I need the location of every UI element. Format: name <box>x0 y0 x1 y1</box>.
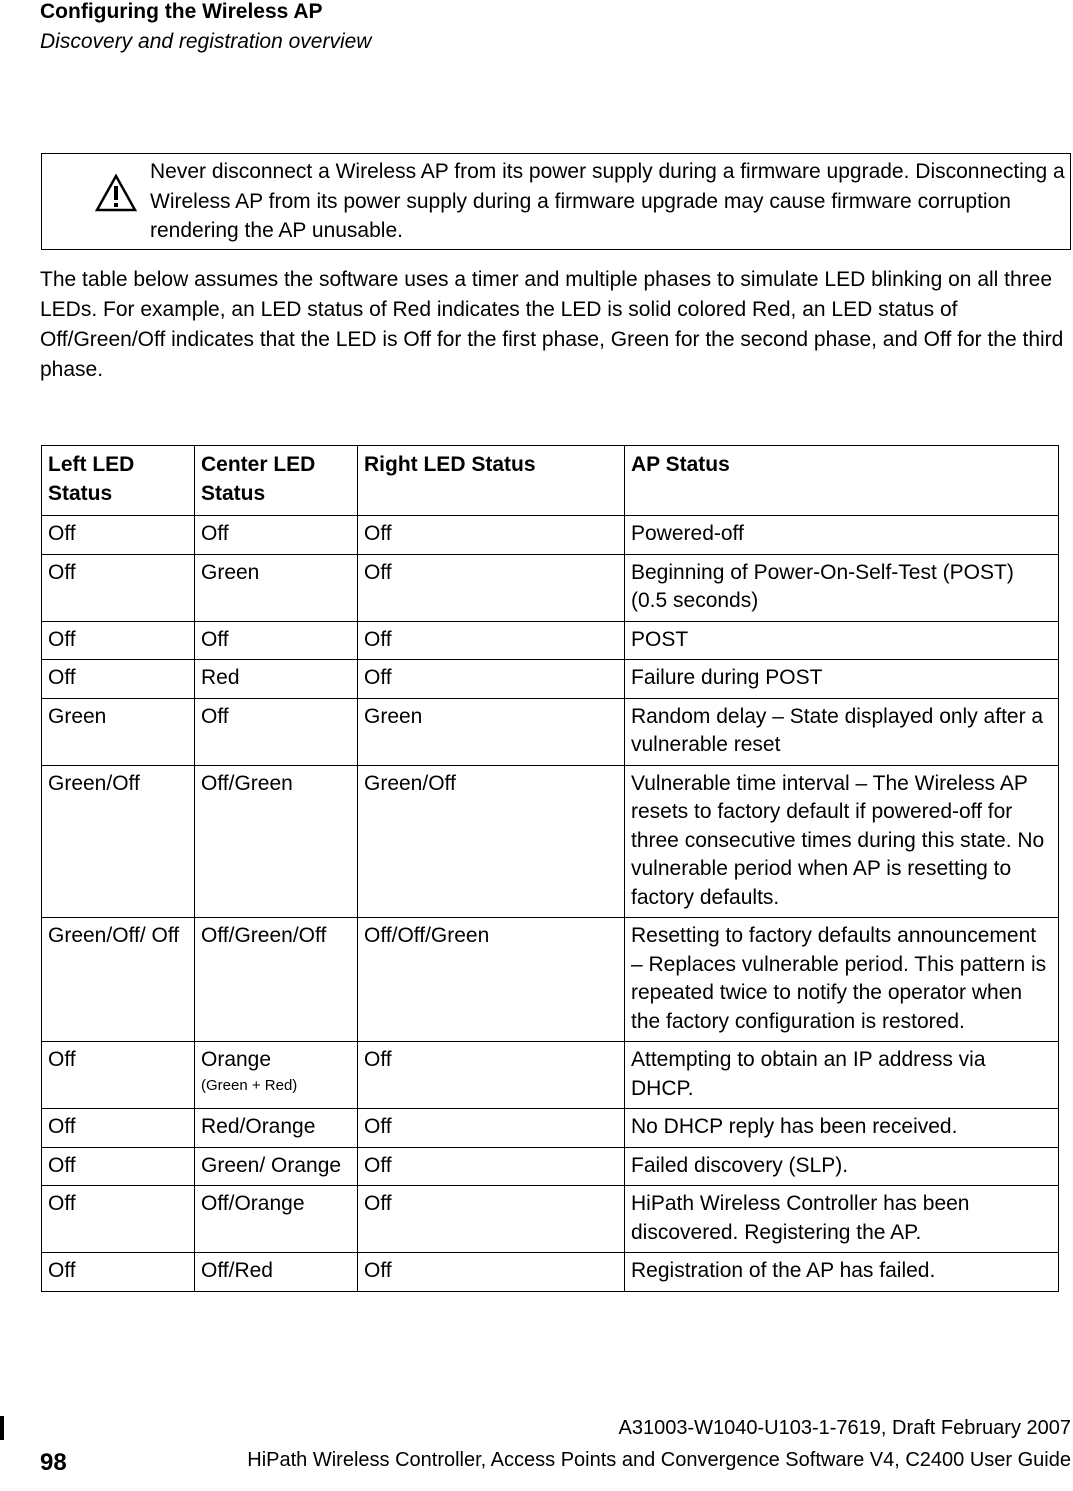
header-center-led: Center LED Status <box>195 446 358 516</box>
right-led-cell-text: Green <box>364 704 423 728</box>
center-led-cell-text: Red <box>201 666 240 689</box>
right-led-cell <box>358 1147 625 1186</box>
right-led-cell <box>358 1042 625 1109</box>
ap-status-cell <box>625 1147 1059 1186</box>
ap-status-cell <box>625 765 1059 918</box>
right-led-cell <box>358 1186 625 1253</box>
ap-status-cell-text: Registration of the AP has failed. <box>631 1259 936 1282</box>
center-led-cell <box>195 1147 358 1186</box>
ap-status-cell <box>625 554 1059 621</box>
left-led-cell-text: Off <box>48 627 76 651</box>
left-led-cell-text: Off <box>48 666 76 689</box>
right-led-cell-text: Off <box>364 1048 392 1071</box>
table-row <box>42 1109 1059 1148</box>
ap-status-cell-text: Attempting to obtain an IP address via DHCP. <box>631 1048 986 1100</box>
center-led-cell <box>195 698 358 765</box>
left-led-cell <box>42 1253 195 1292</box>
ap-status-cell-text: Beginning of Power-On-Self-Test (POST) (0.5 seconds) <box>631 560 1014 612</box>
right-led-cell-text: Off <box>364 560 392 584</box>
center-led-cell-text: Off/Orange <box>201 1192 305 1215</box>
center-led-cell <box>195 1186 358 1253</box>
center-led-cell <box>195 554 358 621</box>
table-row <box>42 698 1059 765</box>
table-row <box>42 554 1059 621</box>
ap-status-cell-text: Random delay – State displayed only after a vulnerable reset <box>631 704 1044 756</box>
right-led-cell <box>358 698 625 765</box>
ap-status-cell-text: Vulnerable time interval – The Wireless AP resets to factory default if powered-off for three consecutive times during this state. No vulnerable period when AP is resetting to factory defaults. <box>631 771 1045 909</box>
left-led-cell-text: Off <box>48 522 76 545</box>
left-led-cell <box>42 554 195 621</box>
left-led-cell <box>42 1186 195 1253</box>
left-led-cell <box>42 621 195 660</box>
table-header-row <box>42 446 1059 516</box>
header-right-led: Right LED Status <box>358 446 625 516</box>
left-led-cell <box>42 1109 195 1148</box>
guide-title: HiPath Wireless Controller, Access Points and Convergence Software V4, C2400 User Guide <box>247 1449 1071 1471</box>
right-led-cell <box>358 554 625 621</box>
document-id: A31003-W1040-U103-1-7619, Draft February 2007 <box>618 1417 1071 1439</box>
right-led-cell <box>358 1109 625 1148</box>
table-row <box>42 1147 1059 1186</box>
table-row <box>42 660 1059 699</box>
left-led-cell-text: Off <box>48 1048 76 1071</box>
left-led-cell-text: Off <box>48 1115 76 1138</box>
left-led-cell <box>42 1042 195 1109</box>
right-led-cell-text: Off <box>364 1259 392 1282</box>
ap-status-cell <box>625 1109 1059 1148</box>
ap-status-cell <box>625 1042 1059 1109</box>
change-bar <box>0 1416 4 1440</box>
center-led-cell <box>195 918 358 1042</box>
ap-status-cell-text: POST <box>631 627 689 651</box>
table-row <box>42 621 1059 660</box>
right-led-cell-text: Off <box>364 1115 392 1138</box>
center-led-cell <box>195 1042 358 1109</box>
left-led-cell-text: Off <box>48 1192 76 1215</box>
caution-text: Never disconnect a Wireless AP from its power supply during a firmware upgrade. Disconnecting a Wireless AP from its power supply during a firmware upgrade may cause firmware corruption rendering the AP unusable. <box>150 160 1065 242</box>
page-number: 98 <box>40 1449 67 1476</box>
right-led-cell <box>358 621 625 660</box>
table-row <box>42 765 1059 918</box>
right-led-cell-text: Green/Off <box>364 771 456 795</box>
led-status-table <box>41 445 1059 1292</box>
left-led-cell-text: Off <box>48 1153 76 1177</box>
right-led-cell <box>358 660 625 699</box>
center-led-cell-text: Off <box>201 522 229 545</box>
caution-box <box>41 153 1071 250</box>
center-led-cell-text: Red/Orange <box>201 1115 316 1138</box>
table-row <box>42 1042 1059 1109</box>
right-led-cell-text: Off/Off/Green <box>364 924 490 947</box>
right-led-cell-text: Off <box>364 1192 392 1215</box>
ap-status-cell <box>625 1186 1059 1253</box>
ap-status-cell-text: Failure during POST <box>631 666 823 689</box>
ap-status-cell-text: Resetting to factory defaults announcement – Replaces vulnerable period. This pattern is repeated twice to notify the operator when the factory configuration is restored. <box>631 924 1047 1033</box>
ap-status-cell-text: No DHCP reply has been received. <box>631 1115 958 1138</box>
center-led-cell-text: Orange <box>201 1048 272 1071</box>
center-led-cell <box>195 1253 358 1292</box>
center-led-cell <box>195 660 358 699</box>
center-led-cell-text: Off <box>201 627 229 651</box>
ap-status-cell-text: Powered-off <box>631 522 744 545</box>
table-row <box>42 918 1059 1042</box>
center-led-cell-text: Green/ Orange <box>201 1153 342 1177</box>
header-left-led: Left LED Status <box>42 446 195 516</box>
center-led-cell-text: Off <box>201 704 229 728</box>
left-led-cell-text: Off <box>48 1259 76 1282</box>
ap-status-cell <box>625 698 1059 765</box>
ap-status-cell-text: HiPath Wireless Controller has been discovered. Registering the AP. <box>631 1192 970 1244</box>
right-led-cell <box>358 918 625 1042</box>
left-led-cell <box>42 765 195 918</box>
right-led-cell <box>358 516 625 555</box>
ap-status-cell <box>625 1253 1059 1292</box>
left-led-cell <box>42 1147 195 1186</box>
center-led-cell <box>195 516 358 555</box>
left-led-cell-text: Green <box>48 704 107 728</box>
right-led-cell <box>358 1253 625 1292</box>
ap-status-cell <box>625 918 1059 1042</box>
right-led-cell-text: Off <box>364 666 392 689</box>
ap-status-cell <box>625 660 1059 699</box>
left-led-cell <box>42 918 195 1042</box>
table-row <box>42 1186 1059 1253</box>
center-led-cell-text: Off/Green <box>201 771 293 795</box>
table-row <box>42 1253 1059 1292</box>
left-led-cell-text: Off <box>48 560 76 584</box>
center-led-cell <box>195 1109 358 1148</box>
page-header-title: Configuring the Wireless AP <box>40 0 323 23</box>
page-header-subtitle: Discovery and registration overview <box>40 30 372 53</box>
left-led-cell <box>42 516 195 555</box>
center-led-cell <box>195 621 358 660</box>
ap-status-cell-text: Failed discovery (SLP). <box>631 1153 849 1177</box>
left-led-cell-text: Green/Off/ Off <box>48 924 180 947</box>
right-led-cell-text: Off <box>364 1153 392 1177</box>
warning-triangle-icon <box>95 174 137 212</box>
center-led-cell-text: Green <box>201 560 260 584</box>
ap-status-cell <box>625 621 1059 660</box>
center-led-cell-text: Off/Green/Off <box>201 924 327 947</box>
ap-status-cell <box>625 516 1059 555</box>
center-led-cell-text: Off/Red <box>201 1259 273 1282</box>
center-led-note: (Green + Red) <box>201 1076 298 1094</box>
table-row <box>42 516 1059 555</box>
right-led-cell-text: Off <box>364 522 392 545</box>
right-led-cell <box>358 765 625 918</box>
left-led-cell <box>42 698 195 765</box>
left-led-cell <box>42 660 195 699</box>
header-ap-status: AP Status <box>625 446 1059 516</box>
right-led-cell-text: Off <box>364 627 392 651</box>
intro-paragraph: The table below assumes the software uses a timer and multiple phases to simulate LED blinking on all three LEDs. For example, an LED status of Red indicates the LED is solid colored Red, an LED status of Off/Green/Off indicates that the LED is Off for the first phase, Green for the second phase, and Off for the third phase. <box>40 268 1064 381</box>
left-led-cell-text: Green/Off <box>48 771 140 795</box>
center-led-cell <box>195 765 358 918</box>
